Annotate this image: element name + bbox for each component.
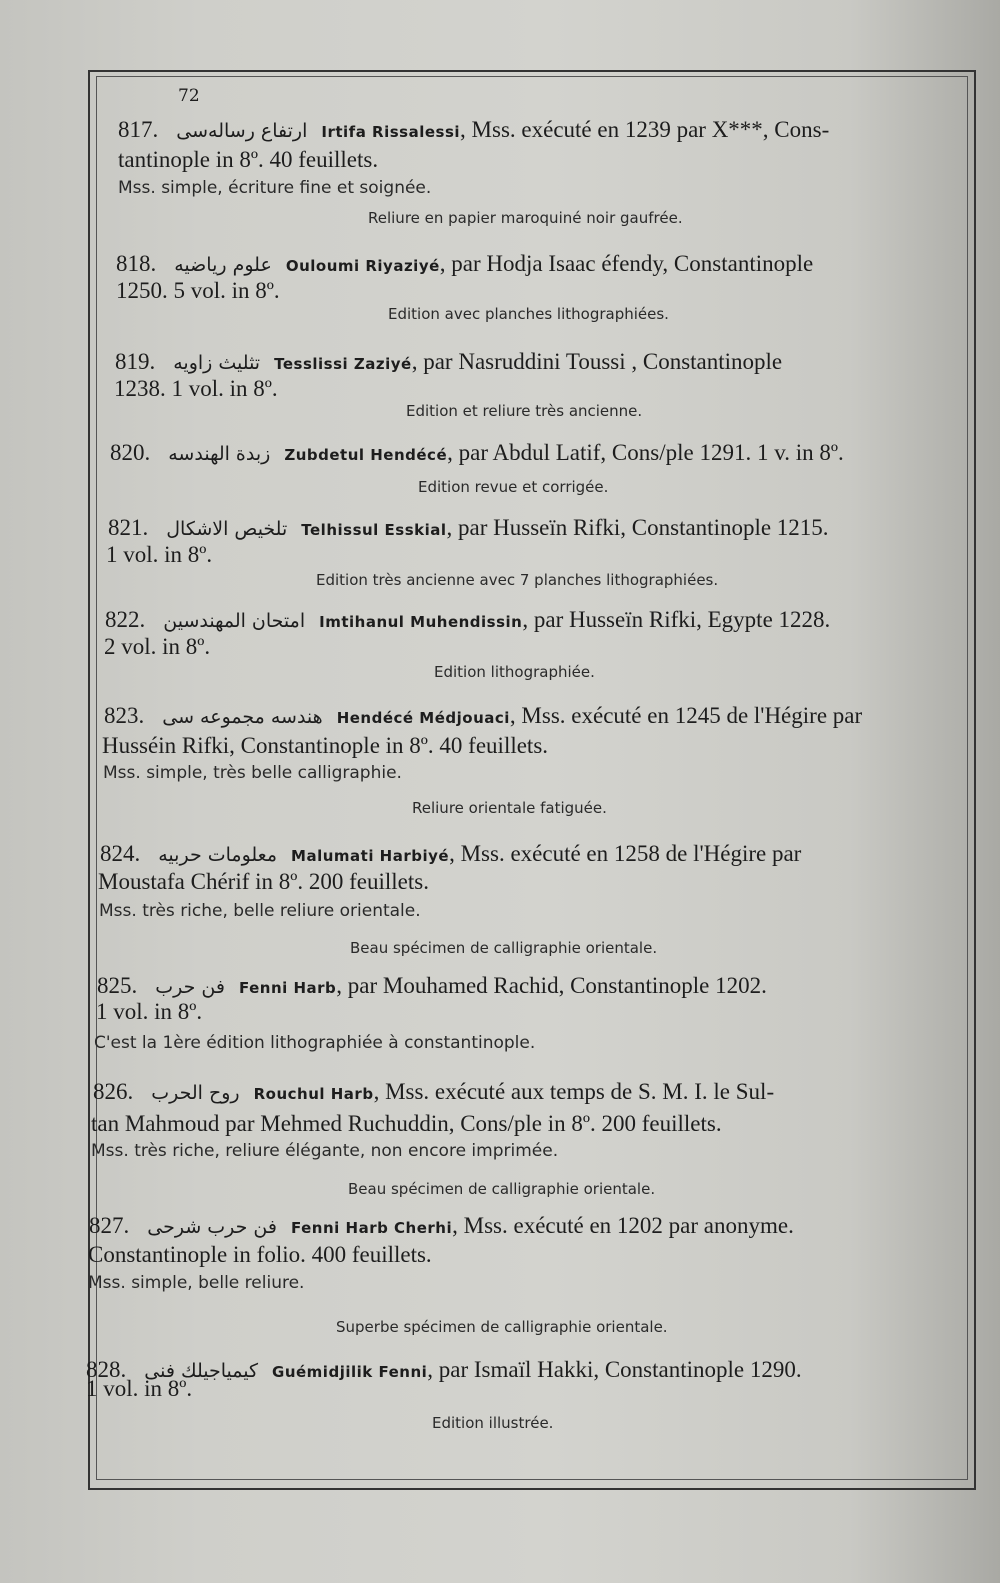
entry-824-specimen: Beau spécimen de calligraphie orientale.: [350, 939, 658, 957]
page-number: 72: [178, 86, 200, 106]
arabic-title: علوم رياضيه: [174, 254, 272, 276]
transliterated-title: Fenni Harb Cherhi: [290, 1219, 453, 1237]
transliterated-title: Malumati Harbiyé: [291, 847, 450, 865]
entry-827-specimen: Superbe spécimen de calligraphie orientale.: [336, 1318, 668, 1336]
entry-number: 825.: [97, 973, 138, 998]
entry-823-note: Mss. simple, très belle calligraphie.: [103, 763, 402, 783]
entry-826-specimen: Beau spécimen de calligraphie orientale.: [348, 1180, 656, 1198]
entry-827-note: Mss. simple, belle reliure.: [88, 1273, 305, 1293]
entry-821-heading: [108, 514, 829, 544]
entry-number: 823.: [104, 703, 145, 728]
entry-828-edition: Edition illustrée.: [432, 1414, 554, 1432]
entry-826-heading: [93, 1078, 774, 1108]
transliterated-title: Tesslissi Zaziyé: [274, 355, 412, 373]
entry-825-note: C'est la 1ère édition lithographiée à constantinople.: [94, 1033, 536, 1053]
arabic-title: تلخيص الاشكال: [166, 518, 288, 540]
entry-823-continuation: Husséin Rifki, Constantinople in 8º. 40 feuillets.: [102, 733, 549, 758]
entry-number: 817.: [118, 117, 159, 142]
entry-number: 824.: [100, 841, 141, 866]
entry-824-heading: [100, 840, 801, 870]
transliterated-title: Guémidjilik Fenni: [272, 1363, 428, 1381]
arabic-title: فن حرب شرحى: [147, 1216, 277, 1238]
entry-817-continuation: tantinople in 8º. 40 feuillets.: [118, 147, 379, 172]
entry-826-note: Mss. très riche, reliure élégante, non encore imprimée.: [91, 1141, 559, 1161]
arabic-title: فن حرب: [155, 976, 225, 998]
arabic-title: كيمياجيلك فنى: [144, 1360, 259, 1382]
entry-821-edition: Edition très ancienne avec 7 planches lithographiées.: [316, 571, 719, 589]
transliterated-title: Hendécé Médjouaci: [336, 709, 510, 727]
arabic-title: امتحان المهندسين: [163, 610, 306, 632]
transliterated-title: Zubdetul Hendécé: [284, 446, 448, 464]
entry-number: 827.: [89, 1213, 130, 1238]
transliterated-title: Rouchul Harb: [253, 1085, 374, 1103]
entry-824-continuation: Moustafa Chérif in 8º. 200 feuillets.: [98, 869, 429, 894]
arabic-title: معلومات حربيه: [158, 844, 278, 866]
entry-822-continuation: 2 vol. in 8º.: [104, 634, 211, 659]
entry-822-edition: Edition lithographiée.: [434, 663, 595, 681]
entry-description: , par Abdul Latif, Cons/ple 1291. 1 v. in 8º.: [447, 440, 844, 465]
entry-description: , Mss. exécuté en 1245 de l'Hégire par: [509, 703, 863, 728]
entry-817-note: Mss. simple, écriture fine et soignée.: [118, 178, 432, 198]
entry-817-binding: Reliure en papier maroquiné noir gaufrée.: [368, 209, 683, 227]
entry-823-binding: Reliure orientale fatiguée.: [412, 799, 607, 817]
entry-description: , par Husseïn Rifki, Constantinople 1215.: [446, 515, 829, 540]
transliterated-title: Fenni Harb: [238, 979, 337, 997]
entry-819-continuation: 1238. 1 vol. in 8º.: [114, 376, 278, 401]
entry-description: , Mss. exécuté en 1202 par anonyme.: [452, 1213, 794, 1238]
entry-823-heading: [104, 702, 862, 732]
arabic-title: هندسه مجموعه سى: [162, 706, 323, 728]
entry-822-heading: [105, 606, 830, 636]
entry-820-edition: Edition revue et corrigée.: [418, 478, 609, 496]
transliterated-title: Telhissul Esskial: [301, 521, 447, 539]
entry-819-heading: [115, 348, 782, 378]
entry-description: , Mss. exécuté aux temps de S. M. I. le Sul-: [373, 1079, 775, 1104]
entry-description: , Mss. exécuté en 1239 par X***, Cons-: [460, 117, 830, 142]
entry-819-edition: Edition et reliure très ancienne.: [406, 402, 643, 420]
arabic-title: روح الحرب: [151, 1082, 240, 1104]
transliterated-title: Ouloumi Riyaziyé: [285, 257, 440, 275]
entry-818-edition: Edition avec planches lithographiées.: [388, 305, 669, 323]
entry-817-heading: [118, 116, 948, 146]
entry-818-continuation: 1250. 5 vol. in 8º.: [116, 278, 280, 303]
entry-description: , par Mouhamed Rachid, Constantinople 1202.: [336, 973, 767, 998]
entry-number: 821.: [108, 515, 149, 540]
arabic-title: زبدة الهندسه: [168, 443, 271, 465]
entry-number: 818.: [116, 251, 157, 276]
arabic-title: تثليث زاويه: [173, 352, 261, 374]
entry-description: , par Hodja Isaac éfendy, Constantinople: [439, 251, 814, 276]
entry-description: , Mss. exécuté en 1258 de l'Hégire par: [449, 841, 802, 866]
transliterated-title: Imtihanul Muhendissin: [319, 613, 523, 631]
entry-827-heading: [89, 1212, 794, 1242]
entry-number: 826.: [93, 1079, 134, 1104]
entry-description: , par Ismaïl Hakki, Constantinople 1290.: [427, 1357, 802, 1382]
entry-820-heading: [110, 439, 844, 469]
entry-number: 819.: [115, 349, 156, 374]
entry-824-note: Mss. très riche, belle reliure orientale.: [99, 901, 421, 921]
arabic-title: ارتفاع رسالەسی: [176, 120, 308, 142]
entry-825-continuation: 1 vol. in 8º.: [96, 999, 203, 1024]
entry-827-continuation: Constantinople in folio. 400 feuillets.: [88, 1242, 432, 1267]
entry-818-heading: [116, 250, 813, 280]
entry-number: 822.: [105, 607, 146, 632]
entry-826-continuation: tan Mahmoud par Mehmed Ruchuddin, Cons/ple in 8º. 200 feuillets.: [91, 1111, 722, 1136]
entry-number: 820.: [110, 440, 151, 465]
entry-828-continuation: 1 vol. in 8º.: [86, 1376, 193, 1401]
entry-description: , par Husseïn Rifki, Egypte 1228.: [522, 607, 831, 632]
entry-828-heading: [86, 1356, 802, 1386]
transliterated-title: Irtifa Rissalessi: [321, 123, 461, 141]
entry-number: 828.: [86, 1357, 127, 1382]
entry-821-continuation: 1 vol. in 8º.: [106, 542, 213, 567]
entry-description: , par Nasruddini Toussi , Constantinople: [411, 349, 783, 374]
